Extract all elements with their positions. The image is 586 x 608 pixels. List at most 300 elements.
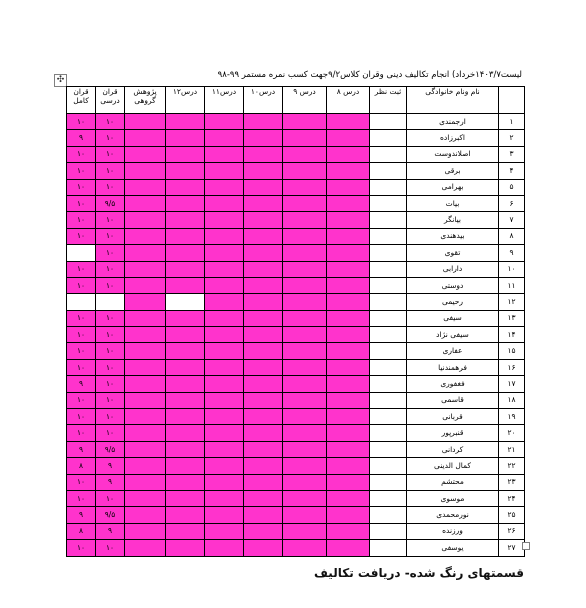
dars12-cell bbox=[166, 540, 205, 556]
dars8-cell bbox=[327, 195, 370, 211]
quran-darsi-cell: ۱۰ bbox=[96, 146, 125, 162]
table-row bbox=[67, 163, 525, 179]
table-row bbox=[67, 425, 525, 441]
document-title: لیست۱۴۰۳/۷خرداد) انجام تکالیف دینی وقرآن کلاس۹/۲جهت کسب نمره مستمر ۹۹-۹۸ bbox=[217, 70, 522, 80]
dars10-cell bbox=[244, 458, 283, 474]
table-row bbox=[67, 310, 525, 326]
dars8-cell bbox=[327, 327, 370, 343]
dars10-cell bbox=[244, 540, 283, 556]
dars9-cell bbox=[283, 114, 327, 130]
quran-kamel-cell: ۱۰ bbox=[67, 212, 96, 228]
quran-darsi-cell: ۱۰ bbox=[96, 540, 125, 556]
row-number-cell: ۲۳ bbox=[499, 474, 525, 490]
pazhohesh-cell bbox=[125, 163, 166, 179]
sabt-nazar-cell bbox=[370, 179, 407, 195]
student-name-cell: موسوی bbox=[407, 490, 499, 506]
header-dars12: درس۱۲ bbox=[166, 87, 205, 114]
table-resize-handle-icon[interactable] bbox=[522, 542, 530, 550]
quran-kamel-cell: ۱۰ bbox=[67, 228, 96, 244]
dars10-cell bbox=[244, 474, 283, 490]
sabt-nazar-cell bbox=[370, 146, 407, 162]
table-row bbox=[67, 228, 525, 244]
dars9-cell bbox=[283, 228, 327, 244]
student-name-cell: برقی bbox=[407, 163, 499, 179]
table-row bbox=[67, 507, 525, 523]
row-number-cell: ۱۱ bbox=[499, 277, 525, 293]
dars9-cell bbox=[283, 490, 327, 506]
dars9-cell bbox=[283, 343, 327, 359]
dars8-cell bbox=[327, 343, 370, 359]
dars10-cell bbox=[244, 507, 283, 523]
legend-note: قسمتهای رنگ شده- دریافت تکالیف bbox=[314, 566, 524, 580]
pazhohesh-cell bbox=[125, 327, 166, 343]
dars10-cell bbox=[244, 228, 283, 244]
quran-darsi-cell: ۱۰ bbox=[96, 212, 125, 228]
dars9-cell bbox=[283, 163, 327, 179]
pazhohesh-cell bbox=[125, 359, 166, 375]
row-number-cell: ۴ bbox=[499, 163, 525, 179]
dars10-cell bbox=[244, 146, 283, 162]
student-name-cell: بیدهندی bbox=[407, 228, 499, 244]
dars12-cell bbox=[166, 114, 205, 130]
dars12-cell bbox=[166, 130, 205, 146]
dars12-cell bbox=[166, 474, 205, 490]
pazhohesh-cell bbox=[125, 179, 166, 195]
pazhohesh-cell bbox=[125, 114, 166, 130]
student-name-cell: فغفوری bbox=[407, 376, 499, 392]
quran-darsi-cell: ۹/۵ bbox=[96, 195, 125, 211]
dars8-cell bbox=[327, 359, 370, 375]
header-dars8: درس ۸ bbox=[327, 87, 370, 114]
dars10-cell bbox=[244, 277, 283, 293]
table-row bbox=[67, 195, 525, 211]
dars12-cell bbox=[166, 425, 205, 441]
quran-kamel-cell: ۸ bbox=[67, 458, 96, 474]
student-name-cell: ورزنده bbox=[407, 523, 499, 539]
quran-darsi-cell: ۱۰ bbox=[96, 359, 125, 375]
student-name-cell: کردانی bbox=[407, 441, 499, 457]
sabt-nazar-cell bbox=[370, 228, 407, 244]
row-number-cell: ۲۰ bbox=[499, 425, 525, 441]
sabt-nazar-cell bbox=[370, 294, 407, 310]
dars10-cell bbox=[244, 343, 283, 359]
dars8-cell bbox=[327, 540, 370, 556]
quran-kamel-cell: ۱۰ bbox=[67, 146, 96, 162]
dars10-cell bbox=[244, 294, 283, 310]
sabt-nazar-cell bbox=[370, 540, 407, 556]
pazhohesh-cell bbox=[125, 458, 166, 474]
dars12-cell bbox=[166, 179, 205, 195]
student-name-cell: دوستی bbox=[407, 277, 499, 293]
quran-kamel-cell: ۹ bbox=[67, 376, 96, 392]
dars9-cell bbox=[283, 359, 327, 375]
dars9-cell bbox=[283, 441, 327, 457]
row-number-cell: ۱۶ bbox=[499, 359, 525, 375]
header-dars9: درس ۹ bbox=[283, 87, 327, 114]
dars12-cell bbox=[166, 490, 205, 506]
table-row bbox=[67, 114, 525, 130]
pazhohesh-cell bbox=[125, 507, 166, 523]
dars9-cell bbox=[283, 507, 327, 523]
sabt-nazar-cell bbox=[370, 441, 407, 457]
dars12-cell bbox=[166, 245, 205, 261]
dars8-cell bbox=[327, 507, 370, 523]
sabt-nazar-cell bbox=[370, 212, 407, 228]
dars8-cell bbox=[327, 179, 370, 195]
dars12-cell bbox=[166, 523, 205, 539]
quran-darsi-cell bbox=[96, 294, 125, 310]
sabt-nazar-cell bbox=[370, 114, 407, 130]
quran-kamel-cell: ۱۰ bbox=[67, 425, 96, 441]
dars12-cell bbox=[166, 261, 205, 277]
pazhohesh-cell bbox=[125, 376, 166, 392]
dars11-cell bbox=[205, 441, 244, 457]
table-row bbox=[67, 359, 525, 375]
student-name-cell: اصلاندوست bbox=[407, 146, 499, 162]
sabt-nazar-cell bbox=[370, 458, 407, 474]
dars11-cell bbox=[205, 310, 244, 326]
row-number-cell: ۱۴ bbox=[499, 327, 525, 343]
dars12-cell bbox=[166, 409, 205, 425]
dars11-cell bbox=[205, 523, 244, 539]
dars10-cell bbox=[244, 425, 283, 441]
sabt-nazar-cell bbox=[370, 245, 407, 261]
dars11-cell bbox=[205, 179, 244, 195]
row-number-cell: ۲ bbox=[499, 130, 525, 146]
dars12-cell bbox=[166, 228, 205, 244]
dars8-cell bbox=[327, 212, 370, 228]
quran-darsi-cell: ۱۰ bbox=[96, 245, 125, 261]
table-row bbox=[67, 523, 525, 539]
dars9-cell bbox=[283, 327, 327, 343]
dars10-cell bbox=[244, 245, 283, 261]
row-number-cell: ۱۸ bbox=[499, 392, 525, 408]
quran-kamel-cell: ۱۰ bbox=[67, 114, 96, 130]
pazhohesh-cell bbox=[125, 277, 166, 293]
dars9-cell bbox=[283, 523, 327, 539]
table-row bbox=[67, 327, 525, 343]
header-pazhohesh: پژوهش گروهی bbox=[125, 87, 166, 114]
dars10-cell bbox=[244, 310, 283, 326]
header-row-no bbox=[499, 87, 525, 114]
pazhohesh-cell bbox=[125, 245, 166, 261]
dars11-cell bbox=[205, 490, 244, 506]
dars11-cell bbox=[205, 474, 244, 490]
header-sabt-nazar: ثبت نظر bbox=[370, 87, 407, 114]
dars8-cell bbox=[327, 425, 370, 441]
row-number-cell: ۱۰ bbox=[499, 261, 525, 277]
pazhohesh-cell bbox=[125, 261, 166, 277]
table-row bbox=[67, 409, 525, 425]
student-name-cell: فرهمندنیا bbox=[407, 359, 499, 375]
student-name-cell: بهرامی bbox=[407, 179, 499, 195]
quran-kamel-cell: ۱۰ bbox=[67, 163, 96, 179]
dars11-cell bbox=[205, 294, 244, 310]
table-row bbox=[67, 294, 525, 310]
quran-kamel-cell: ۱۰ bbox=[67, 359, 96, 375]
dars9-cell bbox=[283, 277, 327, 293]
table-header-row bbox=[67, 87, 525, 114]
dars10-cell bbox=[244, 327, 283, 343]
pazhohesh-cell bbox=[125, 343, 166, 359]
quran-kamel-cell: ۱۰ bbox=[67, 327, 96, 343]
sabt-nazar-cell bbox=[370, 507, 407, 523]
dars11-cell bbox=[205, 343, 244, 359]
dars11-cell bbox=[205, 392, 244, 408]
quran-darsi-cell: ۱۰ bbox=[96, 228, 125, 244]
dars12-cell bbox=[166, 146, 205, 162]
dars11-cell bbox=[205, 195, 244, 211]
quran-darsi-cell: ۹/۵ bbox=[96, 507, 125, 523]
dars11-cell bbox=[205, 507, 244, 523]
pazhohesh-cell bbox=[125, 130, 166, 146]
table-row bbox=[67, 441, 525, 457]
header-quran-darsi: قران درسی bbox=[96, 87, 125, 114]
quran-kamel-cell: ۹ bbox=[67, 441, 96, 457]
pazhohesh-cell bbox=[125, 523, 166, 539]
sabt-nazar-cell bbox=[370, 327, 407, 343]
quran-darsi-cell: ۱۰ bbox=[96, 179, 125, 195]
dars11-cell bbox=[205, 540, 244, 556]
sabt-nazar-cell bbox=[370, 310, 407, 326]
dars11-cell bbox=[205, 163, 244, 179]
dars12-cell bbox=[166, 359, 205, 375]
dars11-cell bbox=[205, 327, 244, 343]
sabt-nazar-cell bbox=[370, 261, 407, 277]
row-number-cell: ۷ bbox=[499, 212, 525, 228]
dars12-cell bbox=[166, 441, 205, 457]
dars12-cell bbox=[166, 163, 205, 179]
dars8-cell bbox=[327, 474, 370, 490]
student-name-cell: سیفی bbox=[407, 310, 499, 326]
dars9-cell bbox=[283, 212, 327, 228]
quran-darsi-cell: ۹ bbox=[96, 523, 125, 539]
dars8-cell bbox=[327, 458, 370, 474]
table-row bbox=[67, 261, 525, 277]
sabt-nazar-cell bbox=[370, 392, 407, 408]
dars9-cell bbox=[283, 195, 327, 211]
quran-kamel-cell: ۹ bbox=[67, 507, 96, 523]
dars8-cell bbox=[327, 490, 370, 506]
sabt-nazar-cell bbox=[370, 523, 407, 539]
dars8-cell bbox=[327, 277, 370, 293]
dars12-cell bbox=[166, 376, 205, 392]
dars10-cell bbox=[244, 212, 283, 228]
dars12-cell bbox=[166, 212, 205, 228]
pazhohesh-cell bbox=[125, 409, 166, 425]
sabt-nazar-cell bbox=[370, 343, 407, 359]
row-number-cell: ۱ bbox=[499, 114, 525, 130]
quran-darsi-cell: ۱۰ bbox=[96, 343, 125, 359]
dars10-cell bbox=[244, 376, 283, 392]
row-number-cell: ۵ bbox=[499, 179, 525, 195]
table-row bbox=[67, 343, 525, 359]
dars9-cell bbox=[283, 261, 327, 277]
dars12-cell bbox=[166, 310, 205, 326]
row-number-cell: ۲۴ bbox=[499, 490, 525, 506]
dars10-cell bbox=[244, 523, 283, 539]
sabt-nazar-cell bbox=[370, 425, 407, 441]
table-row bbox=[67, 540, 525, 556]
dars12-cell bbox=[166, 294, 205, 310]
dars10-cell bbox=[244, 409, 283, 425]
pazhohesh-cell bbox=[125, 490, 166, 506]
row-number-cell: ۶ bbox=[499, 195, 525, 211]
student-name-cell: تقوی bbox=[407, 245, 499, 261]
student-name-cell: عفاری bbox=[407, 343, 499, 359]
quran-kamel-cell bbox=[67, 294, 96, 310]
student-name-cell: قاسمی bbox=[407, 392, 499, 408]
sabt-nazar-cell bbox=[370, 376, 407, 392]
dars9-cell bbox=[283, 376, 327, 392]
dars9-cell bbox=[283, 310, 327, 326]
pazhohesh-cell bbox=[125, 146, 166, 162]
sabt-nazar-cell bbox=[370, 277, 407, 293]
quran-darsi-cell: ۱۰ bbox=[96, 409, 125, 425]
dars10-cell bbox=[244, 114, 283, 130]
dars8-cell bbox=[327, 441, 370, 457]
dars11-cell bbox=[205, 409, 244, 425]
sabt-nazar-cell bbox=[370, 409, 407, 425]
student-name-cell: رحیمی bbox=[407, 294, 499, 310]
dars10-cell bbox=[244, 441, 283, 457]
quran-darsi-cell: ۱۰ bbox=[96, 130, 125, 146]
student-name-cell: بیات bbox=[407, 195, 499, 211]
quran-darsi-cell: ۱۰ bbox=[96, 114, 125, 130]
student-name-cell: سیفی نژاد bbox=[407, 327, 499, 343]
dars9-cell bbox=[283, 245, 327, 261]
dars11-cell bbox=[205, 261, 244, 277]
dars8-cell bbox=[327, 409, 370, 425]
dars9-cell bbox=[283, 409, 327, 425]
dars8-cell bbox=[327, 523, 370, 539]
dars11-cell bbox=[205, 425, 244, 441]
dars8-cell bbox=[327, 294, 370, 310]
dars11-cell bbox=[205, 277, 244, 293]
dars9-cell bbox=[283, 540, 327, 556]
dars11-cell bbox=[205, 212, 244, 228]
row-number-cell: ۳ bbox=[499, 146, 525, 162]
dars12-cell bbox=[166, 327, 205, 343]
pazhohesh-cell bbox=[125, 425, 166, 441]
row-number-cell: ۲۷ bbox=[499, 540, 525, 556]
table-row bbox=[67, 179, 525, 195]
dars10-cell bbox=[244, 359, 283, 375]
dars11-cell bbox=[205, 228, 244, 244]
row-number-cell: ۸ bbox=[499, 228, 525, 244]
dars12-cell bbox=[166, 507, 205, 523]
quran-kamel-cell: ۱۰ bbox=[67, 195, 96, 211]
dars10-cell bbox=[244, 130, 283, 146]
sabt-nazar-cell bbox=[370, 359, 407, 375]
dars12-cell bbox=[166, 277, 205, 293]
dars12-cell bbox=[166, 195, 205, 211]
student-name-cell: کمال الدینی bbox=[407, 458, 499, 474]
dars9-cell bbox=[283, 425, 327, 441]
dars9-cell bbox=[283, 130, 327, 146]
table-move-handle-icon[interactable]: ✣ bbox=[54, 74, 67, 87]
row-number-cell: ۱۵ bbox=[499, 343, 525, 359]
student-name-cell: ارجمندی bbox=[407, 114, 499, 130]
sabt-nazar-cell bbox=[370, 195, 407, 211]
dars10-cell bbox=[244, 163, 283, 179]
quran-kamel-cell: ۱۰ bbox=[67, 343, 96, 359]
quran-kamel-cell: ۱۰ bbox=[67, 310, 96, 326]
pazhohesh-cell bbox=[125, 474, 166, 490]
student-name-cell: اکبرزاده bbox=[407, 130, 499, 146]
quran-darsi-cell: ۱۰ bbox=[96, 425, 125, 441]
row-number-cell: ۲۲ bbox=[499, 458, 525, 474]
student-name-cell: قربانی bbox=[407, 409, 499, 425]
pazhohesh-cell bbox=[125, 441, 166, 457]
dars11-cell bbox=[205, 359, 244, 375]
quran-darsi-cell: ۱۰ bbox=[96, 277, 125, 293]
sabt-nazar-cell bbox=[370, 490, 407, 506]
dars8-cell bbox=[327, 245, 370, 261]
quran-kamel-cell: ۱۰ bbox=[67, 261, 96, 277]
dars9-cell bbox=[283, 179, 327, 195]
table-row bbox=[67, 490, 525, 506]
quran-darsi-cell: ۹ bbox=[96, 474, 125, 490]
quran-darsi-cell: ۱۰ bbox=[96, 327, 125, 343]
quran-kamel-cell: ۱۰ bbox=[67, 392, 96, 408]
dars12-cell bbox=[166, 343, 205, 359]
pazhohesh-cell bbox=[125, 540, 166, 556]
table-row bbox=[67, 474, 525, 490]
header-dars10: درس۱۰ bbox=[244, 87, 283, 114]
quran-kamel-cell: ۱۰ bbox=[67, 474, 96, 490]
quran-kamel-cell bbox=[67, 245, 96, 261]
row-number-cell: ۱۹ bbox=[499, 409, 525, 425]
sabt-nazar-cell bbox=[370, 163, 407, 179]
pazhohesh-cell bbox=[125, 392, 166, 408]
dars11-cell bbox=[205, 458, 244, 474]
dars9-cell bbox=[283, 146, 327, 162]
quran-darsi-cell: ۱۰ bbox=[96, 392, 125, 408]
dars8-cell bbox=[327, 130, 370, 146]
row-number-cell: ۱۳ bbox=[499, 310, 525, 326]
pazhohesh-cell bbox=[125, 212, 166, 228]
table-row bbox=[67, 458, 525, 474]
quran-kamel-cell: ۱۰ bbox=[67, 409, 96, 425]
dars9-cell bbox=[283, 474, 327, 490]
dars10-cell bbox=[244, 261, 283, 277]
header-quran-kamel: قران کامل bbox=[67, 87, 96, 114]
row-number-cell: ۲۵ bbox=[499, 507, 525, 523]
dars11-cell bbox=[205, 245, 244, 261]
table-row bbox=[67, 392, 525, 408]
row-number-cell: ۹ bbox=[499, 245, 525, 261]
dars12-cell bbox=[166, 392, 205, 408]
table-row bbox=[67, 245, 525, 261]
row-number-cell: ۲۱ bbox=[499, 441, 525, 457]
dars8-cell bbox=[327, 163, 370, 179]
sabt-nazar-cell bbox=[370, 474, 407, 490]
table-row bbox=[67, 277, 525, 293]
quran-kamel-cell: ۱۰ bbox=[67, 179, 96, 195]
header-dars11: درس۱۱ bbox=[205, 87, 244, 114]
dars8-cell bbox=[327, 392, 370, 408]
quran-darsi-cell: ۹/۵ bbox=[96, 441, 125, 457]
dars9-cell bbox=[283, 392, 327, 408]
student-name-cell: بیانگر bbox=[407, 212, 499, 228]
dars11-cell bbox=[205, 376, 244, 392]
dars8-cell bbox=[327, 114, 370, 130]
row-number-cell: ۱۷ bbox=[499, 376, 525, 392]
row-number-cell: ۲۶ bbox=[499, 523, 525, 539]
table-row bbox=[67, 376, 525, 392]
student-name-cell: یوسفی bbox=[407, 540, 499, 556]
